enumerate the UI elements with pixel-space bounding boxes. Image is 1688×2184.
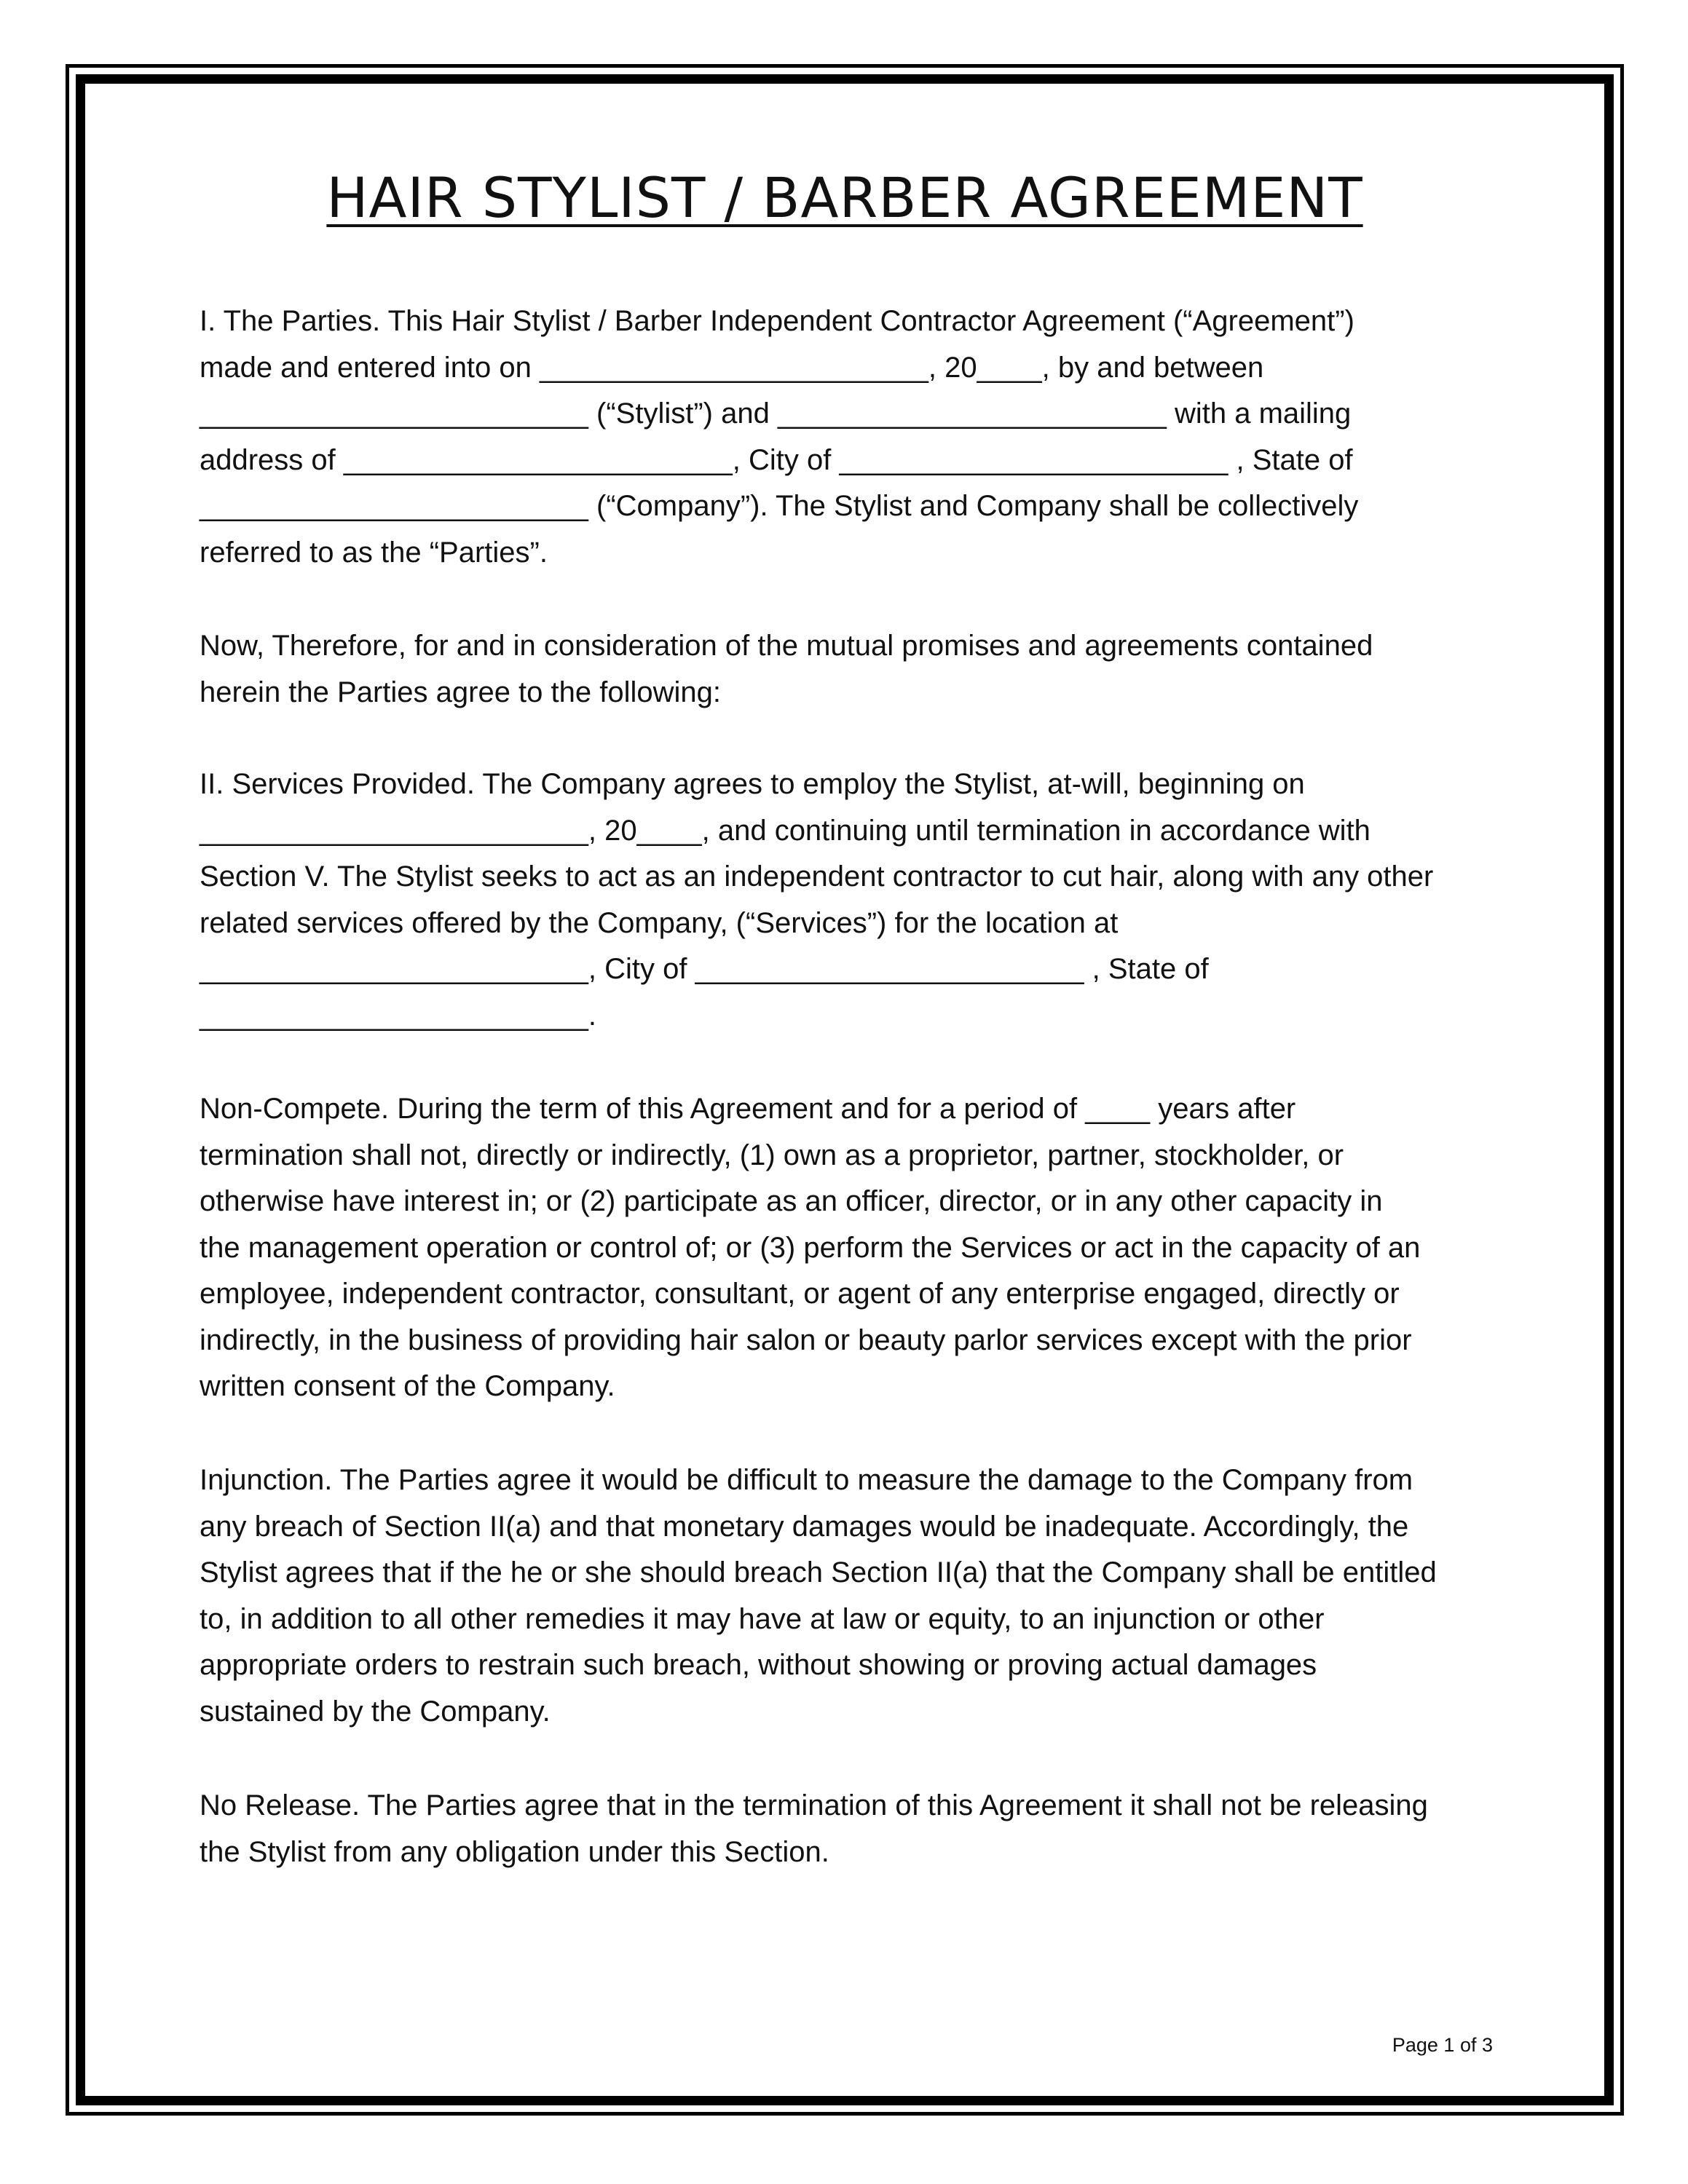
text-line: ________________________ (“Company”). The Stylist and Company shall be collectively bbox=[200, 490, 1359, 522]
page-number: Page 1 of 3 bbox=[1392, 2034, 1493, 2056]
section-injunction bbox=[200, 1457, 1496, 1735]
text-line: made and entered into on ________________________, 20____, by and between bbox=[200, 351, 1264, 384]
text-line: herein the Parties agree to the following: bbox=[200, 676, 721, 708]
text-line: ________________________, City of ________________________ , State of bbox=[200, 953, 1209, 985]
text-line: address of ________________________, City of ________________________ , State of bbox=[200, 443, 1353, 476]
text-line: written consent of the Company. bbox=[200, 1370, 615, 1402]
text-line: ________________________, 20____, and continuing until termination in accordance with bbox=[200, 814, 1370, 847]
section-services bbox=[200, 761, 1496, 1039]
text-line: Non-Compete. During the term of this Agreement and for a period of ____ years after bbox=[200, 1093, 1296, 1125]
text-line: any breach of Section II(a) and that monetary damages would be inadequate. Accordingly, the bbox=[200, 1510, 1409, 1543]
text-line: indirectly, in the business of providing hair salon or beauty parlor services except with the prior bbox=[200, 1324, 1412, 1356]
section-no-release bbox=[200, 1783, 1496, 1875]
text-line: appropriate orders to restrain such breach, without showing or proving actual damages bbox=[200, 1649, 1317, 1681]
text-line: Section V. The Stylist seeks to act as an independent contractor to cut hair, along with any other bbox=[200, 860, 1434, 893]
section-non-compete bbox=[200, 1086, 1496, 1410]
document-title: HAIR STYLIST / BARBER AGREEMENT bbox=[326, 165, 1363, 230]
text-line: ________________________. bbox=[200, 999, 597, 1032]
text-line: the Stylist from any obligation under this Section. bbox=[200, 1835, 829, 1868]
text-line: employee, independent contractor, consultant, or agent of any enterprise engaged, directly or bbox=[200, 1278, 1400, 1310]
text-line: otherwise have interest in; or (2) participate as an officer, director, or in any other capacity in bbox=[200, 1185, 1383, 1217]
text-line: I. The Parties. This Hair Stylist / Barber Independent Contractor Agreement (“Agreement”) bbox=[200, 305, 1354, 337]
text-line: II. Services Provided. The Company agrees to employ the Stylist, at-will, beginning on bbox=[200, 768, 1305, 800]
text-line: sustained by the Company. bbox=[200, 1695, 551, 1728]
text-line: related services offered by the Company, (“Services”) for the location at bbox=[200, 906, 1119, 939]
text-line: the management operation or control of; or (3) perform the Services or act in the capacity of an bbox=[200, 1231, 1421, 1264]
text-line: referred to as the “Parties”. bbox=[200, 536, 548, 569]
text-line: Injunction. The Parties agree it would be difficult to measure the damage to the Company from bbox=[200, 1464, 1413, 1496]
text-line: termination shall not, directly or indirectly, (1) own as a proprietor, partner, stockholder, or bbox=[200, 1139, 1344, 1171]
section-parties bbox=[200, 298, 1496, 576]
section-recital bbox=[200, 623, 1496, 716]
text-line: Now, Therefore, for and in consideration of the mutual promises and agreements contained bbox=[200, 630, 1373, 662]
text-line: Stylist agrees that if the he or she should breach Section II(a) that the Company shall be entitled bbox=[200, 1556, 1437, 1588]
text-line: to, in addition to all other remedies it may have at law or equity, to an injunction or other bbox=[200, 1602, 1325, 1635]
text-line: No Release. The Parties agree that in the termination of this Agreement it shall not be releasing bbox=[200, 1789, 1428, 1821]
text-line: ________________________ (“Stylist”) and ________________________ with a mailing bbox=[200, 397, 1352, 430]
